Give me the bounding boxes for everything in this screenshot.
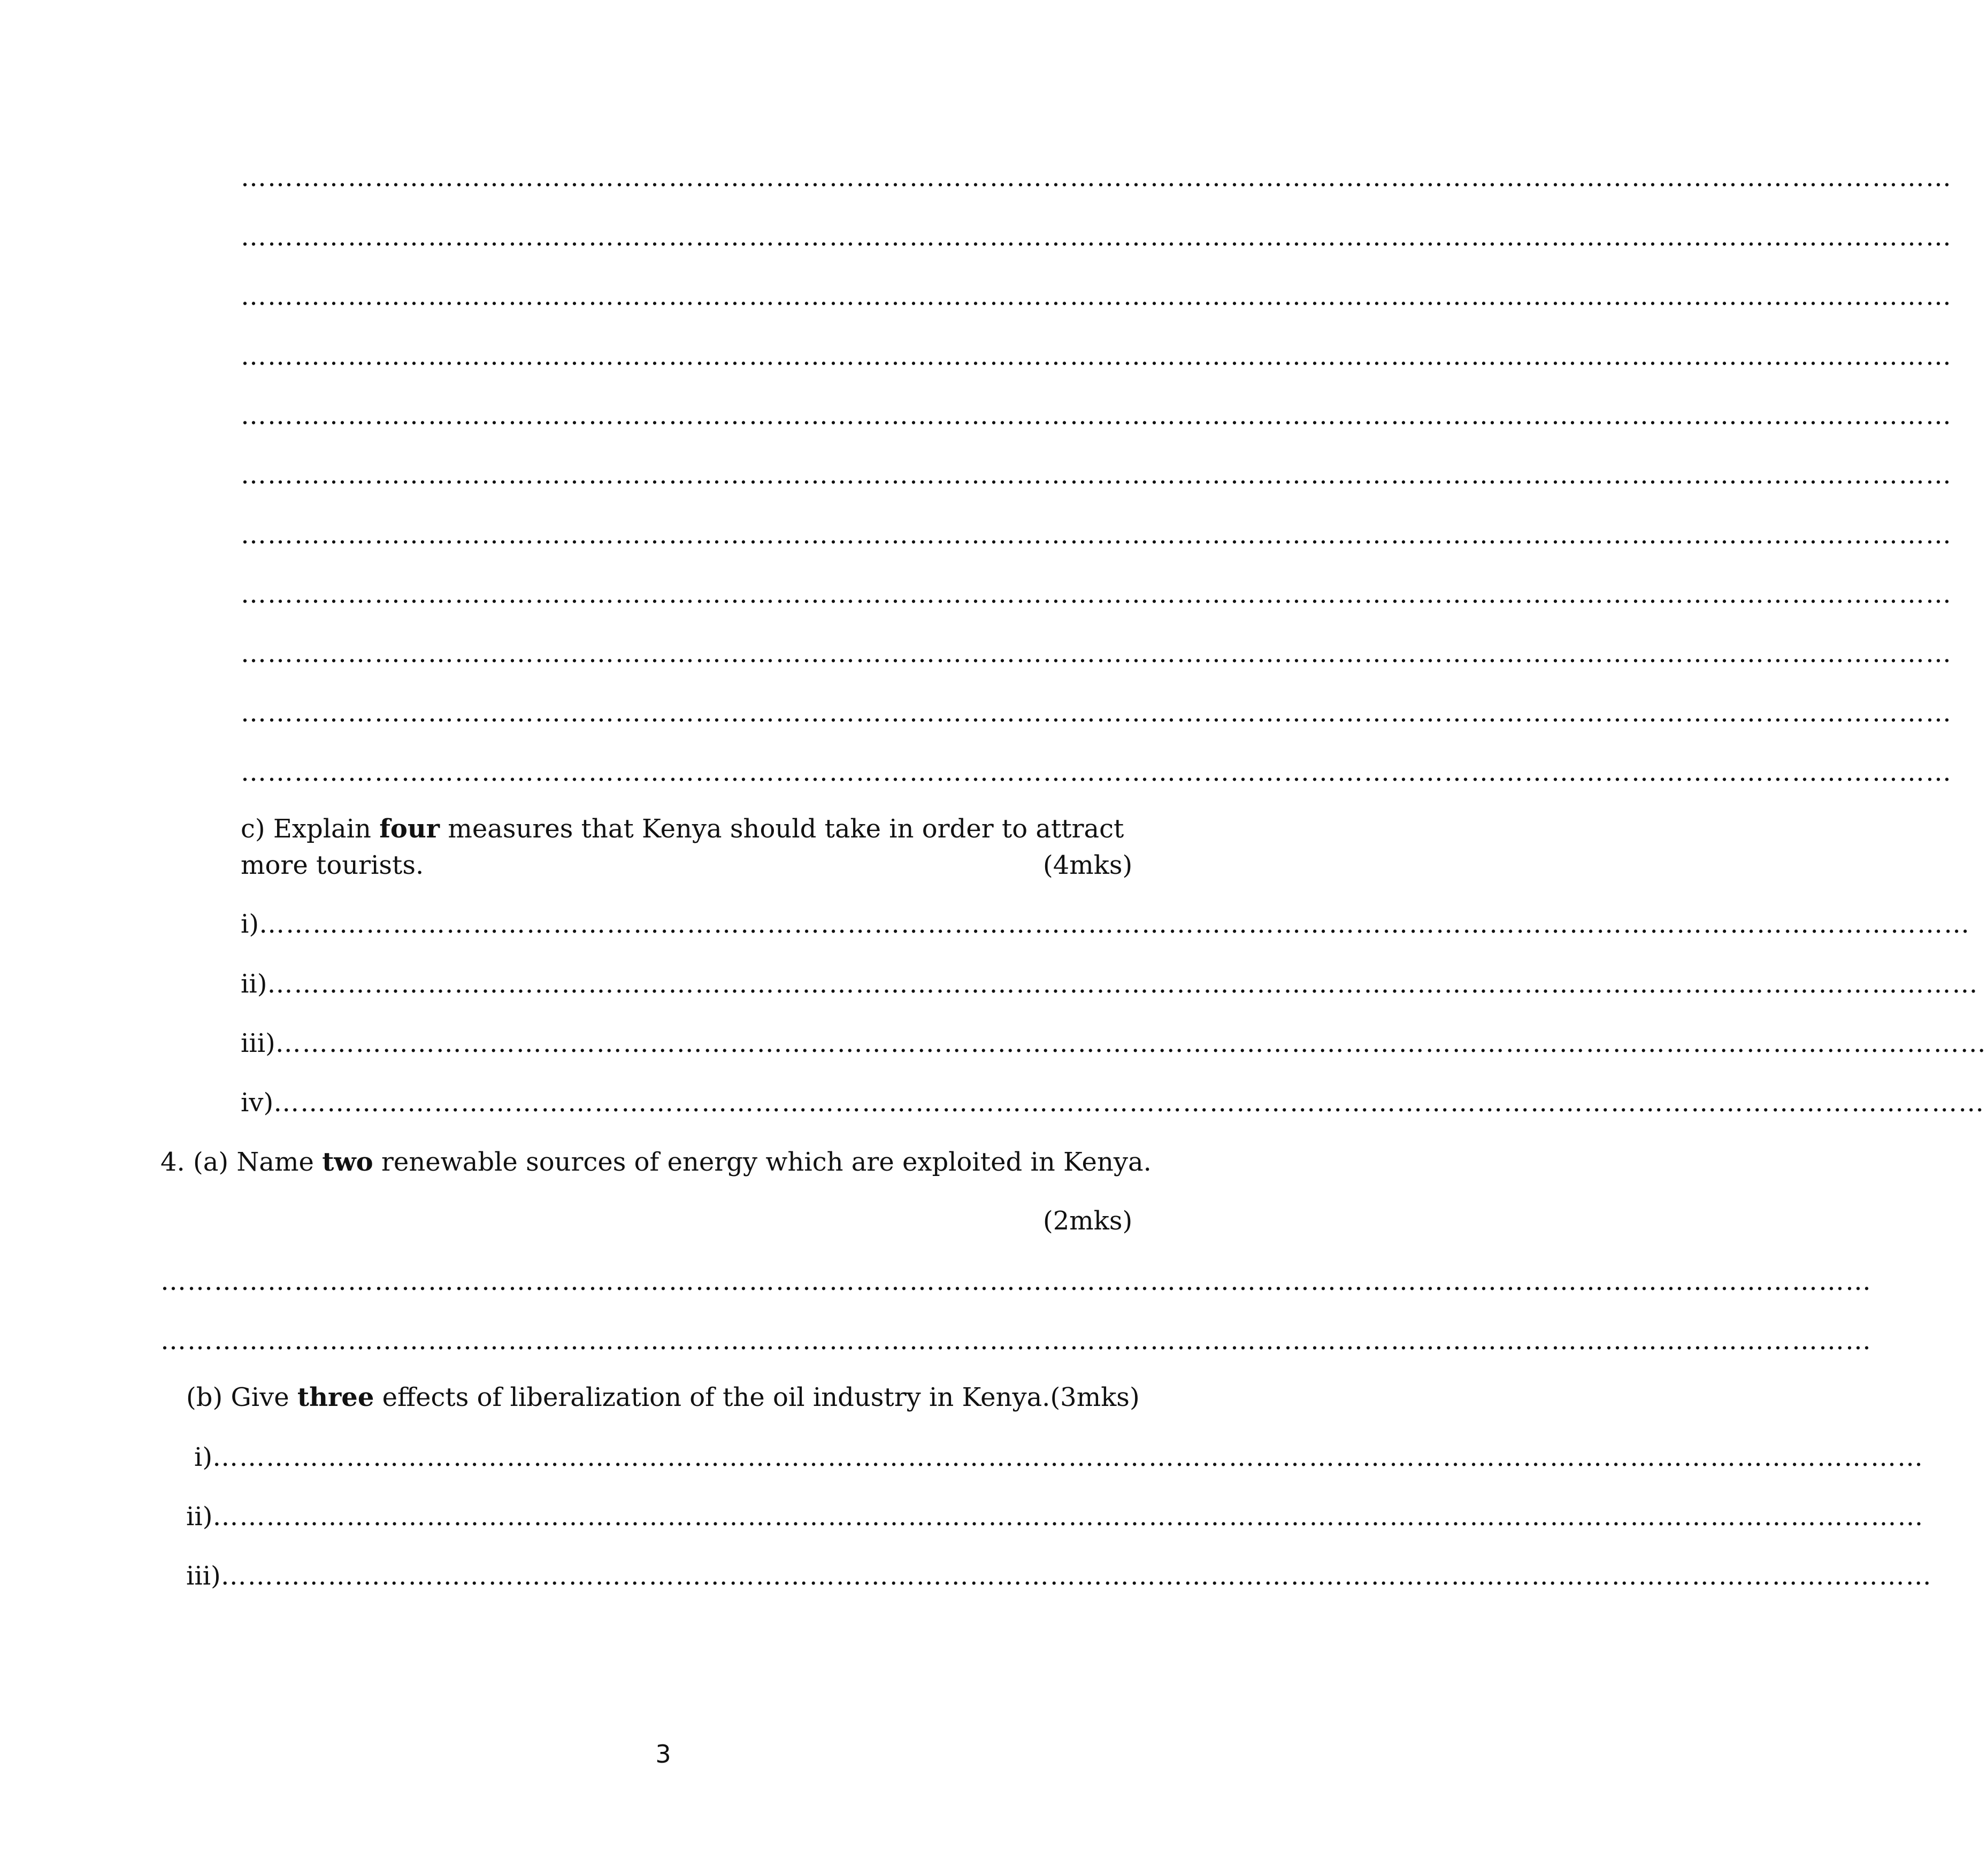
answer-line: ………………………………………………………………………………………………………………………………………………………………………… — [212, 1502, 1924, 1532]
answer-line: ………………………………………………………………………………………………………………………………………………………………………… — [275, 1028, 1987, 1058]
question-text: effects of liberalization of the oil industry in Kenya.(3mks) — [374, 1382, 1140, 1412]
answer-line: ………………………………………………………………………………………………………………………………………………………………………… — [241, 639, 1952, 668]
item-label: iv) — [241, 1088, 274, 1118]
answer-item — [241, 968, 1979, 1000]
answer-line: ………………………………………………………………………………………………………………………………………………………………………… — [241, 341, 1952, 371]
question-4a-marks: (2mks) — [1043, 1206, 1133, 1236]
answer-line: ………………………………………………………………………………………………………………………………………………………………………… — [241, 698, 1952, 728]
question-text: measures that Kenya should take in order to attract — [440, 814, 1124, 844]
answer-line: ………………………………………………………………………………………………………………………………………………………………………… — [241, 222, 1952, 252]
answer-line: ………………………………………………………………………………………………………………………………………………………………………… — [241, 163, 1952, 193]
answer-item — [194, 1441, 1924, 1473]
answer-line: ………………………………………………………………………………………………………………………………………………………………………… — [241, 281, 1952, 311]
item-label: iii) — [186, 1561, 221, 1591]
answer-line: ………………………………………………………………………………………………………………………………………………………………………… — [273, 1088, 1985, 1118]
item-label: i) — [241, 909, 259, 939]
answer-line: ………………………………………………………………………………………………………………………………………………………………………… — [160, 1266, 1872, 1296]
question-3c-text-line2: more tourists. — [241, 850, 424, 880]
question-emphasis: two — [322, 1147, 373, 1177]
answer-item — [241, 908, 1971, 940]
answer-line: ………………………………………………………………………………………………………………………………………………………………………… — [241, 757, 1952, 787]
item-label: ii) — [241, 969, 267, 999]
answer-item — [186, 1560, 1932, 1592]
item-label: i) — [194, 1442, 213, 1472]
question-4a-text — [160, 1146, 1152, 1178]
answer-line: ………………………………………………………………………………………………………………………………………………………………………… — [259, 909, 1971, 939]
question-emphasis: three — [297, 1382, 374, 1412]
answer-line: ………………………………………………………………………………………………………………………………………………………………………… — [241, 401, 1952, 430]
question-text: c) Explain — [241, 814, 380, 844]
answer-line: ………………………………………………………………………………………………………………………………………………………………………… — [241, 579, 1952, 609]
item-label: iii) — [241, 1028, 275, 1058]
answer-item — [186, 1501, 1924, 1533]
question-text: (b) Give — [186, 1382, 297, 1412]
page-number: 3 — [655, 1740, 671, 1769]
question-text: 4. (a) Name — [160, 1147, 323, 1177]
answer-line: ………………………………………………………………………………………………………………………………………………………………………… — [212, 1442, 1924, 1472]
answer-line: ………………………………………………………………………………………………………………………………………………………………………… — [160, 1326, 1872, 1356]
item-label: ii) — [186, 1502, 213, 1532]
question-3c-marks: (4mks) — [1043, 850, 1133, 880]
question-text: renewable sources of energy which are exploited in Kenya. — [373, 1147, 1152, 1177]
question-4b-text — [186, 1381, 1140, 1413]
answer-item — [241, 1087, 1985, 1119]
answer-line: ………………………………………………………………………………………………………………………………………………………………………… — [241, 460, 1952, 490]
answer-line: ………………………………………………………………………………………………………………………………………………………………………… — [241, 520, 1952, 550]
answer-line: ………………………………………………………………………………………………………………………………………………………………………… — [267, 969, 1979, 999]
answer-line: ………………………………………………………………………………………………………………………………………………………………………… — [220, 1561, 1932, 1591]
question-emphasis: four — [379, 814, 440, 844]
question-3c-text — [241, 813, 1124, 845]
answer-item — [241, 1027, 1987, 1059]
